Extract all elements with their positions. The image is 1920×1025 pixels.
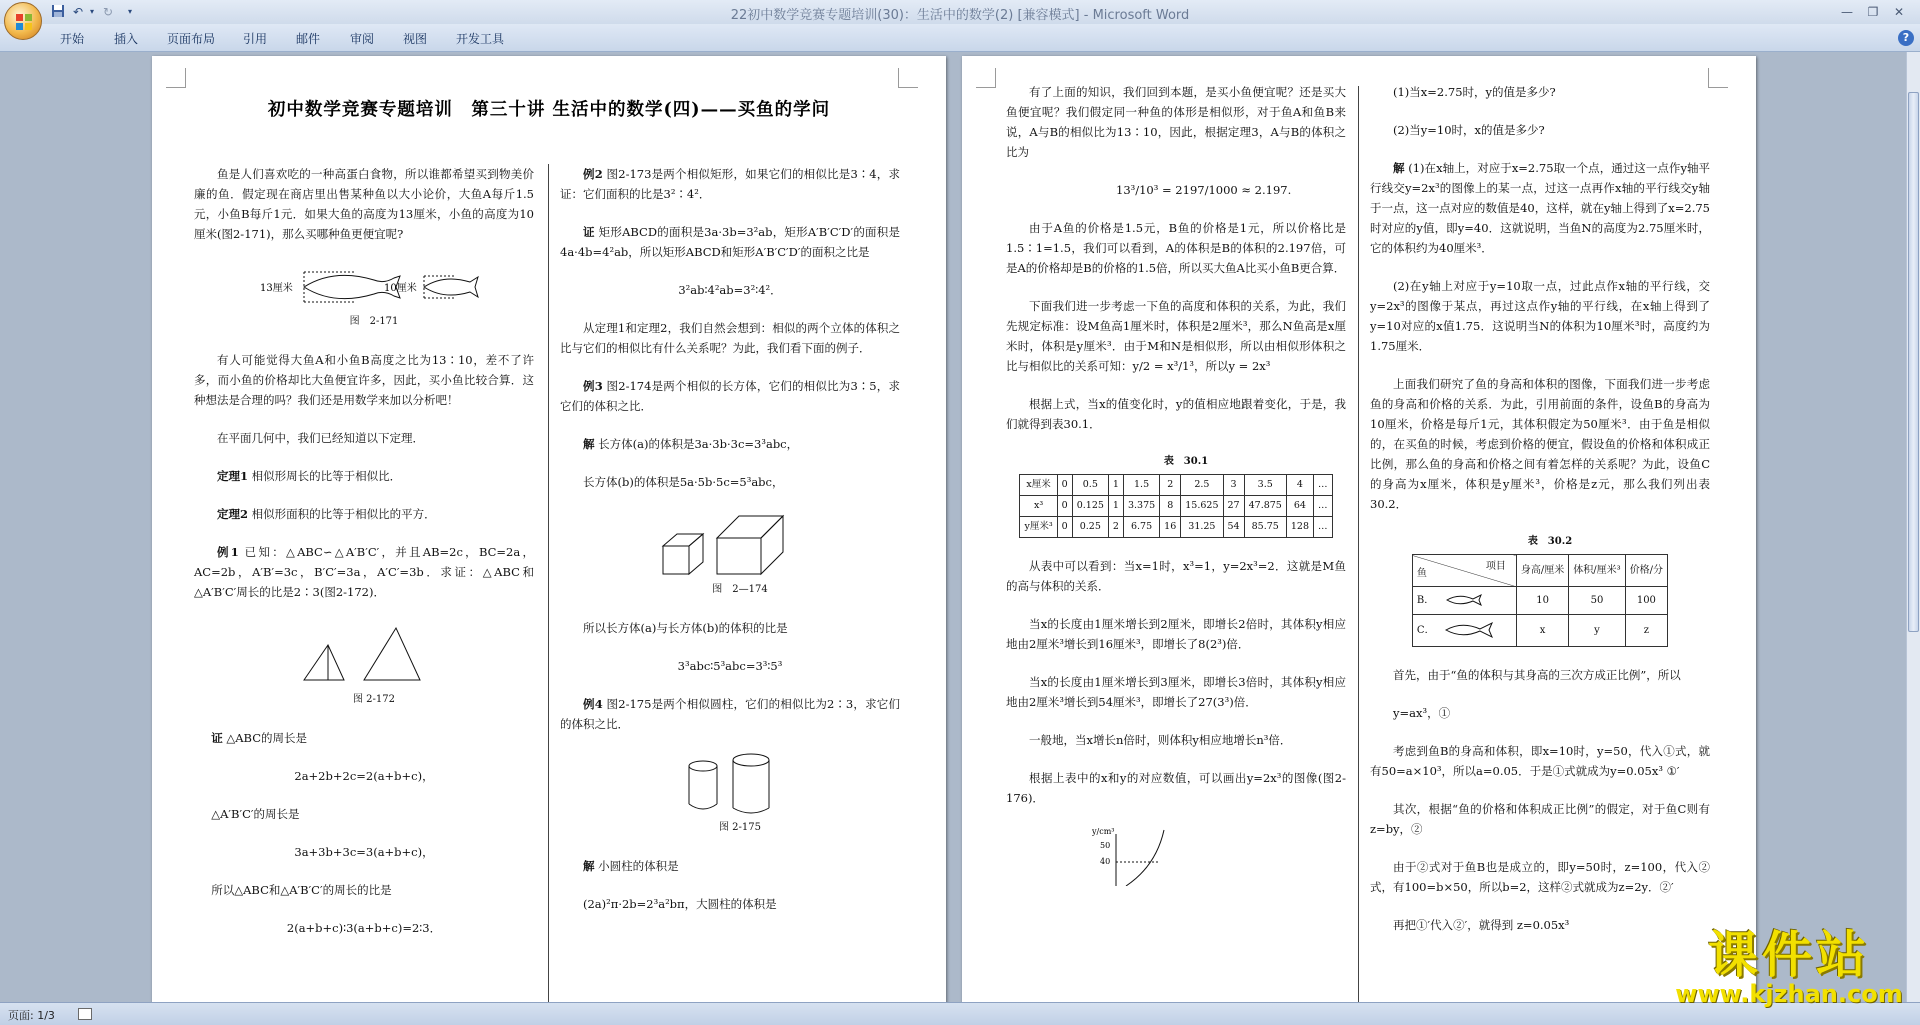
close-button[interactable]: ✕: [1893, 5, 1905, 19]
title-bar: [0, 0, 1920, 24]
office-logo-icon: [15, 13, 33, 31]
table-header: 项目: [1485, 561, 1506, 572]
table-header: 身高/厘米: [1516, 555, 1568, 587]
table-cell: 1.5: [1123, 475, 1159, 496]
table-cell: 128: [1286, 517, 1313, 538]
paragraph: 下面我们进一步考虑一下鱼的高度和体积的关系，为此，我们先规定标准：设M鱼高1厘米时，体积是2厘米³，那么N鱼高是x厘米时，体积是y厘米³．由于M和N是相似形，所以由相似形体积之比与相似比的关系可知：y/2 = x³/1³，所以y = 2x³: [1006, 299, 1346, 373]
scrollbar-thumb[interactable]: [1908, 92, 1919, 632]
table-cell: 0: [1057, 475, 1072, 496]
table-header: 价格/分: [1625, 555, 1667, 587]
margin-mark: [166, 68, 186, 88]
table-row-label: x³: [1020, 496, 1057, 517]
table-cell: 64: [1286, 496, 1313, 517]
proofing-icon[interactable]: [78, 1008, 92, 1020]
table-row-label: [1412, 615, 1516, 647]
table-30-2: [1412, 554, 1668, 647]
proof-label: 证: [211, 731, 223, 745]
fish-icon: [1445, 593, 1485, 607]
paragraph: 上面我们研究了鱼的身高和体积的图像，下面我们进一步考虑鱼的身高和价格的关系．为此，引用前面的条件，设鱼B的身高为10厘米，价格是每斤1元，其体积假定为50厘米³．由于鱼是相似的，在买鱼的时候，考虑到价格的便宜，假设鱼的价格和体积成正比例，那么鱼的身高和价格之间有着怎样的关系呢？为此，设鱼C的身高为x厘米，体积是y厘米³，价格是z元，那么我们列出表30.2．: [1370, 377, 1710, 511]
paragraph: 有了上面的知识，我们回到本题，是买小鱼便宜呢？还是买大鱼便宜呢？我们假定同一种鱼的体形是相似形，对于鱼A和鱼B来说，A与B的相似比为13∶10，因此，根据定理3，A与B的体积之比为: [1006, 85, 1346, 159]
solution-text: (1)在x轴上，对应于x=2.75取一个点，通过这一点作y轴平行线交y=2x³的图像上的某一点，过这一点再作x轴的平行线交y轴于一点，这一点对应的数值是40，这样，就在y轴上得到了x=2.75时对应的y值，即y=40．这就说明，当鱼N的高度为2.75厘米时，它的体积约为40厘米³．: [1370, 161, 1711, 255]
figure-caption: 图 2-171: [349, 316, 399, 327]
paragraph: 首先，由于“鱼的体积与其身高的三次方成正比例”，所以: [1393, 668, 1681, 682]
table-30-1: [1019, 474, 1332, 538]
graph-tick: 40: [1100, 857, 1111, 866]
equation: y=ax³，①: [1393, 706, 1451, 720]
window-title: 22初中数学竞赛专题培训(30)：生活中的数学(2) [兼容模式] - Microsoft Word: [730, 8, 1190, 23]
graph-tick: 50: [1100, 841, 1111, 850]
page-2: [962, 56, 1756, 1002]
left-column-2: [560, 164, 900, 932]
example-label: 例1: [217, 545, 239, 559]
table-row: [1020, 496, 1332, 517]
table-cell: 85.75: [1244, 517, 1286, 538]
table-cell: 4: [1286, 475, 1313, 496]
paragraph: 所以长方体(a)与长方体(b)的体积的比是: [583, 621, 788, 635]
table-cell: y: [1569, 615, 1625, 647]
paragraph: 一般地，当x增长n倍时，则体积y相应地增长n³倍．: [1029, 733, 1292, 747]
table-cell: 16: [1160, 517, 1181, 538]
example-text: 图2-175是两个相似圆柱，它们的相似比为2∶3，求它们的体积之比．: [560, 697, 900, 731]
question-1: (1)当x=2.75时，y的值是多少?: [1393, 85, 1556, 99]
table-cell: 47.875: [1244, 496, 1286, 517]
proof-paragraph: [560, 222, 900, 262]
proof-text: △ABC的周长是: [222, 731, 308, 745]
table-cell: 0.125: [1072, 496, 1108, 517]
table-cell: 10: [1516, 587, 1568, 615]
table-cell: B．: [1416, 594, 1435, 606]
example-label: 例2: [583, 167, 603, 181]
paragraph: 考虑到鱼B的身高和体积，即x=10时，y=50，代入①式，就有50=a×10³，所以a=0.05．于是①式就成为y=0.05x³ ①′: [1370, 744, 1710, 778]
table-row: [1020, 475, 1332, 496]
tab-view[interactable]: 视图: [403, 32, 428, 46]
paragraph: 当x的长度由1厘米增长到3厘米，即增长3倍时，其体积y相应地由2厘米³增长到54厘米³，即增长了27(3³)倍．: [1006, 675, 1346, 709]
table-row: [1020, 517, 1332, 538]
paragraph: 在平面几何中，我们已经知道以下定理．: [217, 431, 424, 445]
table-cell: 15.625: [1181, 496, 1223, 517]
table-corner-cell: [1412, 555, 1516, 587]
theorem-text: 相似形面积的比等于相似比的平方．: [248, 507, 436, 521]
paragraph: 根据上表中的x和y的对应数值，可以画出y=2x³的图像(图2-176)．: [1006, 771, 1346, 805]
equation: 3a+3b+3c=3(a+b+c)，: [294, 845, 434, 859]
paragraph: 根据上式，当x的值变化时，y的值相应地跟着变化，于是，我们就得到表30.1．: [1006, 397, 1346, 431]
table-cell: 0.25: [1072, 517, 1108, 538]
solution-label: 解: [583, 437, 595, 451]
tab-home[interactable]: 开始: [60, 32, 85, 46]
cylinder-figure: [675, 752, 785, 818]
equation: 13³/10³ = 2197/1000 ≈ 2.197.: [1116, 183, 1292, 197]
table-header: 鱼: [1416, 568, 1427, 579]
watermark-text: 课件站: [1708, 926, 1870, 984]
document-area: [0, 52, 1906, 1002]
question-2: (2)当y=10时，x的值是多少?: [1393, 123, 1545, 137]
table-cell: 27: [1223, 496, 1244, 517]
undo-dropdown-icon[interactable]: ▾: [89, 7, 94, 16]
paragraph: 鱼是人们喜欢吃的一种高蛋白食物，所以谁都希望买到物美价廉的鱼．假定现在商店里出售某种鱼以大小论价，大鱼A每斤1.5元，小鱼B每斤1元．如果大鱼的高度为13厘米，小鱼的高度为10厘米(图2-171)，那么买哪种鱼更便宜呢?: [194, 167, 534, 241]
paragraph: 有人可能觉得大鱼A和小鱼B高度之比为13∶10，差不了许多，而小鱼的价格却比大鱼便宜许多，因此，买小鱼比较合算．这种想法是合理的吗？我们还是用数学来加以分析吧！: [194, 353, 534, 407]
theorem-label: 定理2: [217, 507, 249, 521]
table-cell: …: [1314, 517, 1333, 538]
example-3: [560, 376, 900, 416]
table-title: 表 30.2: [1527, 536, 1573, 547]
cubic-graph-figure: [1086, 826, 1286, 886]
table-cell: x: [1516, 615, 1568, 647]
table-cell: 54: [1223, 517, 1244, 538]
figure-caption: 图 2-175: [718, 822, 761, 833]
proof-text: 矩形ABCD的面积是3a·3b=3²ab，矩形A′B′C′D′的面积是4a·4b=4²ab，所以矩形ABCD和矩形A′B′C′D′的面积之比是: [560, 225, 901, 259]
example-4: [560, 694, 900, 734]
graph-y-label: y/cm³: [1092, 827, 1115, 836]
table-cell: 0: [1057, 517, 1072, 538]
table-cell: 0: [1057, 496, 1072, 517]
paragraph: 由于A鱼的价格是1.5元，B鱼的价格是1元，所以价格比是1.5∶1=1.5，我们可以看到，A的体积是B的体积的2.197倍，可是A的价格却是B的价格的1.5倍，所以买大鱼A比买小鱼B更合算．: [1006, 221, 1346, 275]
watermark-url: www.kjzhan.com: [1675, 980, 1903, 1008]
equation: 2a+2b+2c=2(a+b+c)，: [294, 769, 434, 783]
table-row-label: x厘米: [1020, 475, 1057, 496]
fish-big-label: 13厘米: [260, 283, 293, 294]
margin-mark: [1708, 68, 1728, 88]
table-cell: 2: [1108, 517, 1123, 538]
example-text: 已知：△ABC∽△A′B′C′，并且AB=2c，BC=2a，AC=2b，A′B′=3c，B′C′=3a，A′C′=3b．求证：△ABC和△A′B′C′周长的比是2∶3(图2-172)．: [194, 545, 534, 599]
example-text: 图2-174是两个相似的长方体，它们的相似比为3∶5，求它们的体积之比．: [560, 379, 900, 413]
table-cell: 3.375: [1123, 496, 1159, 517]
help-icon[interactable]: ?: [1898, 30, 1914, 46]
paragraph: 再把①′代入②′，就得到 z=0.05x³: [1393, 918, 1570, 932]
status-bar: [0, 1002, 1920, 1025]
column-divider: [1358, 86, 1359, 1002]
example-label: 例3: [583, 379, 603, 393]
triangle-figure: [294, 620, 434, 690]
table-cell: 1: [1108, 475, 1123, 496]
table-cell: …: [1314, 475, 1333, 496]
table-cell: 31.25: [1181, 517, 1223, 538]
table-cell: 2: [1160, 475, 1181, 496]
paragraph: 从定理1和定理2，我们自然会想到：相似的两个立体的体积之比与它们的相似比有什么关系呢？为此，我们看下面的例子．: [560, 321, 900, 355]
theorem-text: 相似形周长的比等于相似比．: [248, 469, 402, 483]
document-title: 初中数学竞赛专题培训 第三十讲 生活中的数学(四)——买鱼的学问: [267, 100, 831, 120]
table-title: 表 30.1: [1163, 456, 1209, 467]
theorem-2: [194, 504, 534, 524]
table-header: 体积/厘米³: [1569, 555, 1625, 587]
paragraph: △A′B′C′的周长是: [211, 807, 300, 821]
solution-text: 小圆柱的体积是: [594, 859, 679, 873]
redo-icon[interactable]: ↻: [102, 5, 114, 19]
table-cell: 6.75: [1123, 517, 1159, 538]
table-row-label: [1412, 587, 1516, 615]
paragraph: 其次，根据“鱼的价格和体积成正比例”的假定，对于鱼C则有z=by，②: [1370, 802, 1710, 836]
watermark-logo: [1660, 926, 1918, 1008]
figure-caption: 图 2-172: [352, 694, 395, 705]
fish-figure: [234, 262, 494, 312]
table-cell: z: [1625, 615, 1667, 647]
example-2: [560, 164, 900, 204]
example-1: [194, 542, 534, 602]
page-1: [152, 56, 946, 1002]
solution-paragraph: [560, 434, 900, 454]
tab-page-layout[interactable]: 页面布局: [167, 32, 216, 46]
table-cell: C．: [1416, 624, 1435, 636]
solution-label: 解: [1393, 161, 1405, 175]
tab-mailings[interactable]: 邮件: [296, 32, 321, 46]
margin-mark: [976, 68, 996, 88]
solution-text: 长方体(a)的体积是3a·3b·3c=3³abc，: [594, 437, 799, 451]
right-column-2: [1370, 82, 1710, 953]
paragraph: (2a)²π·2b=2³a²bπ，大圆柱的体积是: [583, 897, 777, 911]
table-cell: 1: [1108, 496, 1123, 517]
paragraph: 从表中可以看到：当x=1时，x³=1，y=2x³=2．这就是M鱼的高与体积的关系．: [1006, 559, 1346, 593]
right-column-1: [1006, 82, 1346, 886]
fish-small-label: 10厘米: [384, 283, 417, 294]
table-cell: 3.5: [1244, 475, 1286, 496]
vertical-scrollbar[interactable]: [1906, 52, 1920, 1002]
minimize-button[interactable]: —: [1841, 5, 1853, 19]
proof-paragraph: [194, 728, 534, 748]
column-divider: [548, 164, 549, 1002]
tab-insert[interactable]: 插入: [114, 32, 139, 46]
page-count[interactable]: 页面: 1/3: [8, 1009, 55, 1022]
paragraph: 当x的长度由1厘米增长到2厘米，即增长2倍时，其体积y相应地由2厘米³增长到16厘米³，即增长了8(2³)倍．: [1006, 617, 1346, 651]
table-cell: 2.5: [1181, 475, 1223, 496]
table-cell: 50: [1569, 587, 1625, 615]
cuboid-figure: [655, 510, 805, 580]
proof-label: 证: [583, 225, 595, 239]
example-text: 图2-173是两个相似矩形，如果它们的相似比是3∶4，求证：它们面积的比是3²∶4²．: [560, 167, 900, 201]
paragraph: 由于②式对于鱼B也是成立的，即y=50时，z=100，代入②式，有100=b×50，所以b=2，这样②式就成为z=2y．②′: [1370, 860, 1710, 894]
fish-icon: [1444, 621, 1496, 639]
left-column-1: [194, 164, 534, 956]
table-cell: 100: [1625, 587, 1667, 615]
paragraph: 所以△ABC和△A′B′C′的周长的比是: [211, 883, 392, 897]
equation: 2(a+b+c)∶3(a+b+c)=2∶3．: [286, 921, 442, 935]
margin-mark: [898, 68, 918, 88]
table-cell: 8: [1160, 496, 1181, 517]
maximize-button[interactable]: ❐: [1867, 5, 1879, 19]
table-cell: …: [1314, 496, 1333, 517]
solution-label: 解: [583, 859, 595, 873]
office-button[interactable]: [4, 2, 42, 40]
example-label: 例4: [583, 697, 603, 711]
undo-icon[interactable]: ↶: [72, 5, 84, 19]
theorem-1: [194, 466, 534, 486]
ribbon-tabs: [0, 24, 1920, 52]
equation: 3²ab∶4²ab=3²∶4²．: [678, 283, 782, 297]
tab-references[interactable]: 引用: [243, 32, 268, 46]
paragraph: 长方体(b)的体积是5a·5b·5c=5³abc，: [583, 475, 784, 489]
equation: 3³abc∶5³abc=3³∶5³: [677, 659, 783, 673]
figure-caption: 图 2—174: [712, 584, 768, 595]
solution-paragraph: [560, 856, 900, 876]
table-row-label: y厘米³: [1020, 517, 1057, 538]
customize-toolbar-icon[interactable]: ▾: [127, 7, 132, 16]
table-cell: 3: [1223, 475, 1244, 496]
solution-paragraph: [1370, 158, 1710, 258]
theorem-label: 定理1: [217, 469, 249, 483]
tab-review[interactable]: 审阅: [350, 32, 375, 46]
tab-developer[interactable]: 开发工具: [456, 32, 505, 46]
paragraph: (2)在y轴上对应于y=10取一点，过此点作x轴的平行线，交y=2x³的图像于某点，再过这点作y轴的平行线，在x轴上得到了y=10对应的x值1.75．这说明当N的体积为10厘米³时，高度约为1.75厘米．: [1370, 279, 1710, 353]
table-cell: 0.5: [1072, 475, 1108, 496]
